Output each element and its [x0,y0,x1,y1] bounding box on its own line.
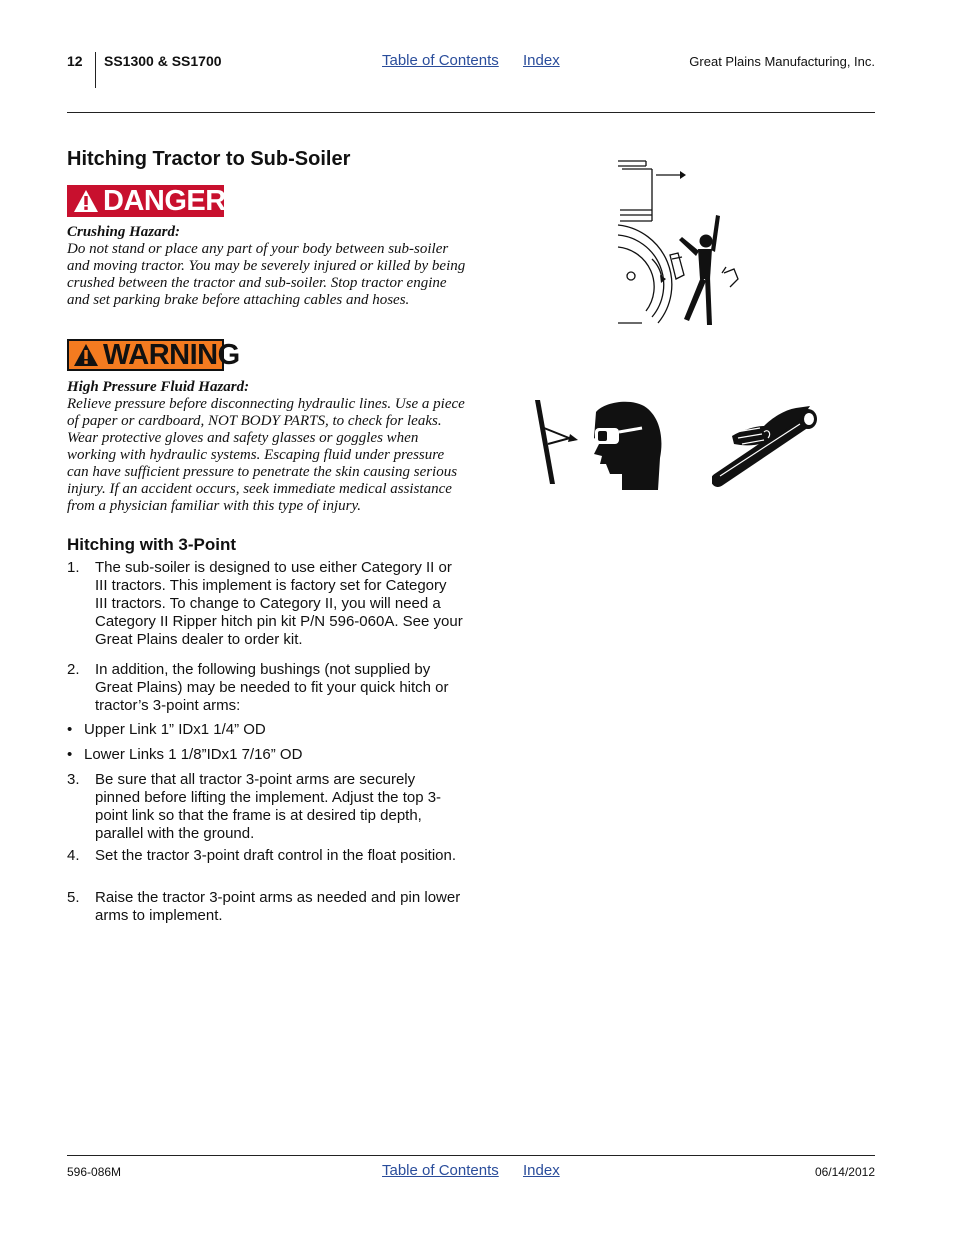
footer-index-link[interactable]: Index [523,1162,560,1179]
page-number: 12 [67,53,83,69]
step-number: 4. [67,847,80,864]
danger-signal-box [67,185,224,217]
bullet-marker: • [67,721,73,738]
danger-message [67,224,467,309]
alert-triangle-icon [73,343,99,367]
eye-protection-pictogram-icon [530,398,665,491]
header-index-link[interactable]: Index [523,52,560,69]
fluid-injection-pictogram-icon [712,400,827,495]
list-item [67,721,462,739]
step-text: Be sure that all tractor 3-point arms are securely pinned before lifting the implement. Adjust the top 3-point link so that the frame is at desired tip depth, parallel with the ground. [95,771,442,842]
document-code: 596-086M [67,1165,122,1179]
step-number: 1. [67,559,80,576]
section-title: Hitching Tractor to Sub-Soiler [67,148,351,170]
danger-hazard-title: Crushing Hazard: [67,224,180,240]
list-item [67,559,462,651]
bullet-marker: • [67,746,73,763]
step-text: In addition, the following bushings (not supplied by Great Plains) may be needed to fit your quick hitch or tractor’s 3-point arms: [95,661,449,714]
danger-signal-word: DANGER [103,184,226,217]
warning-message [67,379,467,515]
step-number: 3. [67,771,80,788]
step-text: The sub-soiler is designed to use either Category II or III tractors. This implement is factory set for Category III tractors. To change to Category II, you will need a Category II Ripper hitch pin kit P/N 596-060A. See your Great Plains dealer to order kit. [95,559,463,648]
list-item [67,889,462,925]
header-toc-link[interactable]: Table of Contents [382,52,499,69]
step-number: 2. [67,661,80,678]
bullet-text: Upper Link 1” IDx1 1/4” OD [84,721,266,738]
warning-signal-word: WARNING [103,338,240,371]
document-date: 06/14/2012 [814,1165,875,1179]
footer-toc-link[interactable]: Table of Contents [382,1162,499,1179]
subsection-title: Hitching with 3-Point [67,535,237,554]
bullet-text: Lower Links 1 1/8”IDx1 7/16” OD [84,746,303,763]
list-item [67,771,462,843]
model-name: SS1300 & SS1700 [104,53,222,69]
header-rule [67,112,875,113]
warning-signal-box [67,338,240,371]
list-item [67,847,462,883]
step-number: 5. [67,889,80,906]
list-item [67,661,462,716]
danger-hazard-text: Do not stand or place any part of your body between sub-soiler and moving tractor. You may be severely injured or killed by being crushed between the tractor and sub-soiler. Stop tractor engine and set parking brake before attaching cables and hoses. [67,241,466,308]
step-text: Set the tractor 3-point draft control in the float position. [95,847,457,864]
step-text: Raise the tractor 3-point arms as needed and pin lower arms to implement. [95,889,461,924]
list-item [67,746,462,764]
alert-triangle-icon [73,189,99,213]
company-name: Great Plains Manufacturing, Inc. [689,54,875,69]
header-divider [95,52,96,88]
warning-hazard-title: High Pressure Fluid Hazard: [67,379,250,395]
crushing-hazard-pictogram-icon [612,155,747,330]
warning-hazard-text: Relieve pressure before disconnecting hydraulic lines. Use a piece of paper or cardboard, NOT BODY PARTS, to check for leaks. Wear protective gloves and safety glasses or goggles when working with hydraulic systems. Escaping fluid under pressure can have sufficient pressure to penetrate the skin causing serious injury. If an accident occurs, seek immediate medical assistance from a physician familiar with this type of injury. [67,396,465,514]
footer-rule [67,1155,875,1156]
